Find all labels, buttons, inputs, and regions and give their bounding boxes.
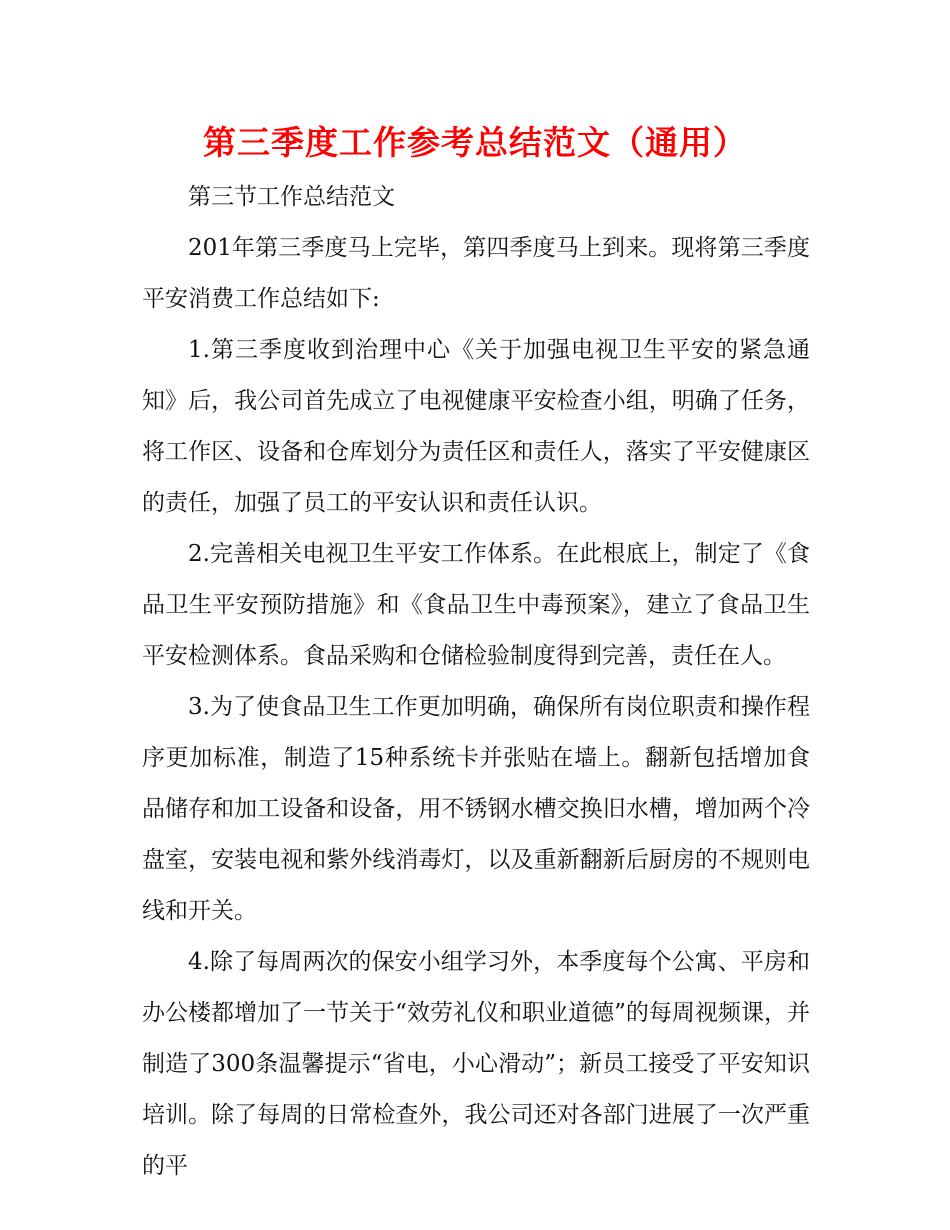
paragraph-item-4: 4.除了每周两次的保安小组学习外，本季度每个公寓、平房和办公楼都增加了一节关于“效劳礼仪和职业道德”的每周视频课，并制造了300条温馨提示“省电，小心滑动”；新员工接受了平安知识培训。除了每周的日常检查外，我公司还对各部门进展了一次严重的平 xyxy=(142,949,810,1179)
paragraph-intro: 201年第三季度马上完毕，第四季度马上到来。现将第三季度平安消费工作总结如下: xyxy=(142,235,810,312)
paragraph-item-3: 3.为了使食品卫生工作更加明确，确保所有岗位职责和操作程序更加标准，制造了15种系统卡并张贴在墙上。翻新包括增加食品储存和加工设备和设备，用不锈钢水槽交换旧水槽，增加两个冷盘室，安装电视和紫外线消毒灯，以及重新翻新后厨房的不规则电线和开关。 xyxy=(142,694,810,924)
document-title: 第三季度工作参考总结范文（通用） xyxy=(203,123,747,162)
paragraph-item-2: 2.完善相关电视卫生平安工作体系。在此根底上，制定了《食品卫生平安预防措施》和《食品卫生中毒预案》，建立了食品卫生平安检测体系。食品采购和仓储检验制度得到完善，责任在人。 xyxy=(142,541,810,669)
paragraph-subtitle: 第三节工作总结范文 xyxy=(188,184,395,210)
paragraph-item-1: 1.第三季度收到治理中心《关于加强电视卫生平安的紧急通知》后，我公司首先成立了电视健康平安检查小组，明确了任务，将工作区、设备和仓库划分为责任区和责任人，落实了平安健康区的责任，加强了员工的平安认识和责任认识。 xyxy=(142,337,810,516)
document-body xyxy=(142,172,810,1192)
